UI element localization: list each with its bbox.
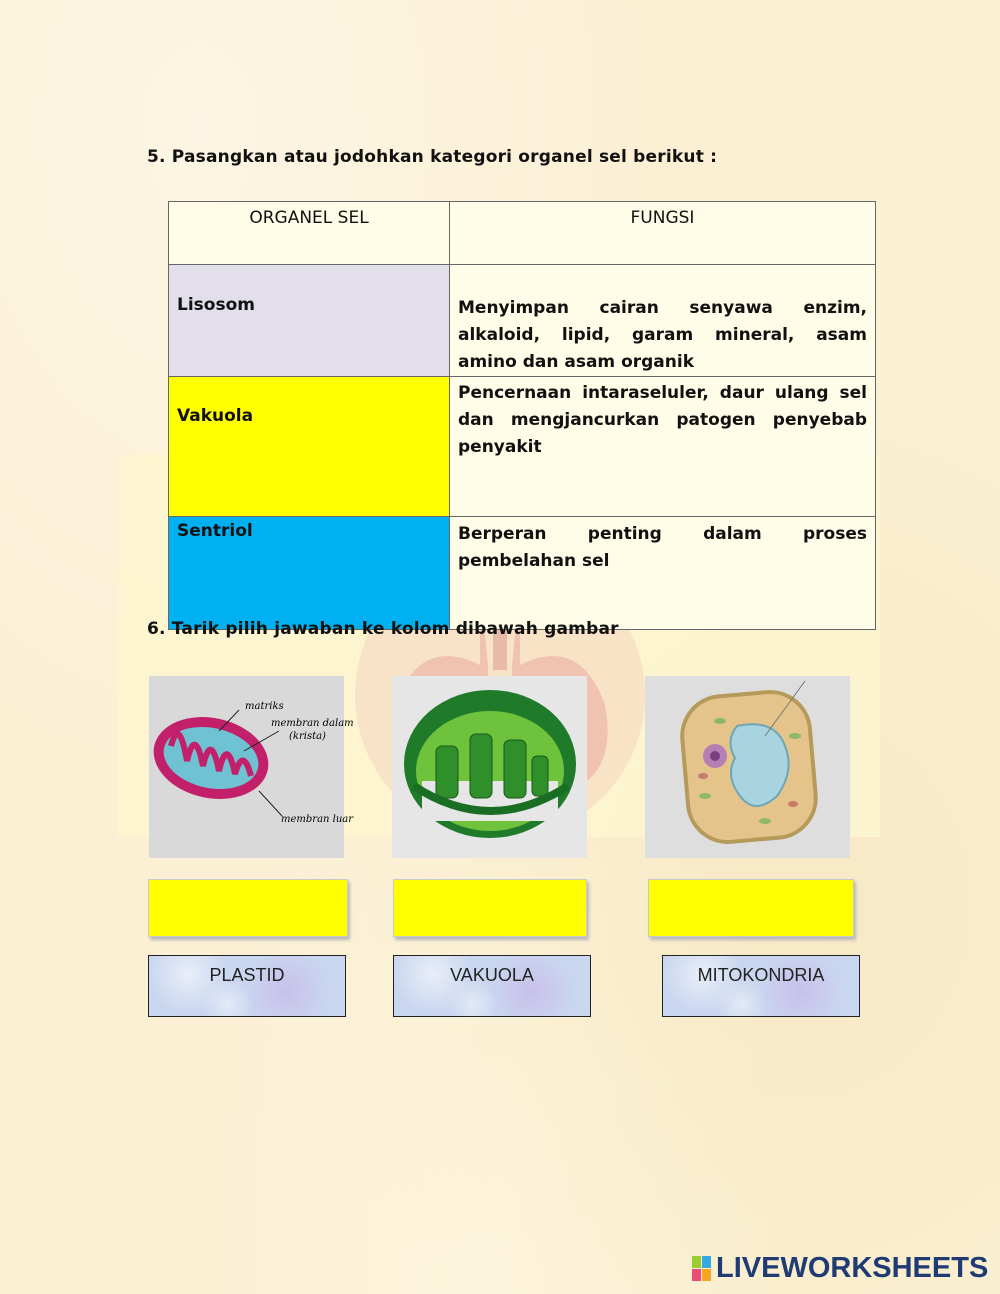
mitochondria-image xyxy=(149,676,354,858)
fungsi-cell[interactable]: Berperan penting dalam proses pembelahan sel xyxy=(450,517,876,630)
answer-option-plastid[interactable]: PLASTID xyxy=(148,955,346,1017)
table-row xyxy=(169,517,876,630)
question-5-text: 5. Pasangkan atau jodohkan kategori organel sel berikut : xyxy=(147,147,718,167)
label-matriks: matriks xyxy=(245,701,284,712)
answer-drop-zone[interactable] xyxy=(648,879,854,937)
header-organel: ORGANEL SEL xyxy=(169,202,450,265)
fungsi-cell[interactable]: Menyimpan cairan senyawa enzim, alkaloid, lipid, garam mineral, asam amino dan asam organik xyxy=(450,265,876,377)
label-membran-luar: membran luar xyxy=(281,814,354,825)
answer-option-mitokondria[interactable]: MITOKONDRIA xyxy=(662,955,860,1017)
liveworksheets-logo-icon xyxy=(692,1256,712,1282)
organel-cell[interactable]: Lisosom xyxy=(169,265,450,377)
header-fungsi: FUNGSI xyxy=(450,202,876,265)
plant-cell-image xyxy=(645,676,850,858)
table-row xyxy=(169,377,876,517)
brand-name: LIVEWORKSHEETS xyxy=(716,1252,989,1284)
answer-drop-zone[interactable] xyxy=(148,879,348,937)
organelle-table xyxy=(168,201,876,630)
table-row xyxy=(169,265,876,377)
label-membran-dalam: membran dalam xyxy=(271,718,354,729)
organel-cell[interactable]: Sentriol xyxy=(169,517,450,630)
answer-drop-zone[interactable] xyxy=(393,879,587,937)
question-6-text: 6. Tarik pilih jawaban ke kolom dibawah gambar xyxy=(147,619,619,639)
organel-cell[interactable]: Vakuola xyxy=(169,377,450,517)
label-krista: (krista) xyxy=(289,731,326,742)
fungsi-cell[interactable]: Pencernaan intaraseluler, daur ulang sel dan mengjancurkan patogen penyebab penyakit xyxy=(450,377,876,517)
chloroplast-image xyxy=(392,676,587,858)
answer-option-vakuola[interactable]: VAKUOLA xyxy=(393,955,591,1017)
